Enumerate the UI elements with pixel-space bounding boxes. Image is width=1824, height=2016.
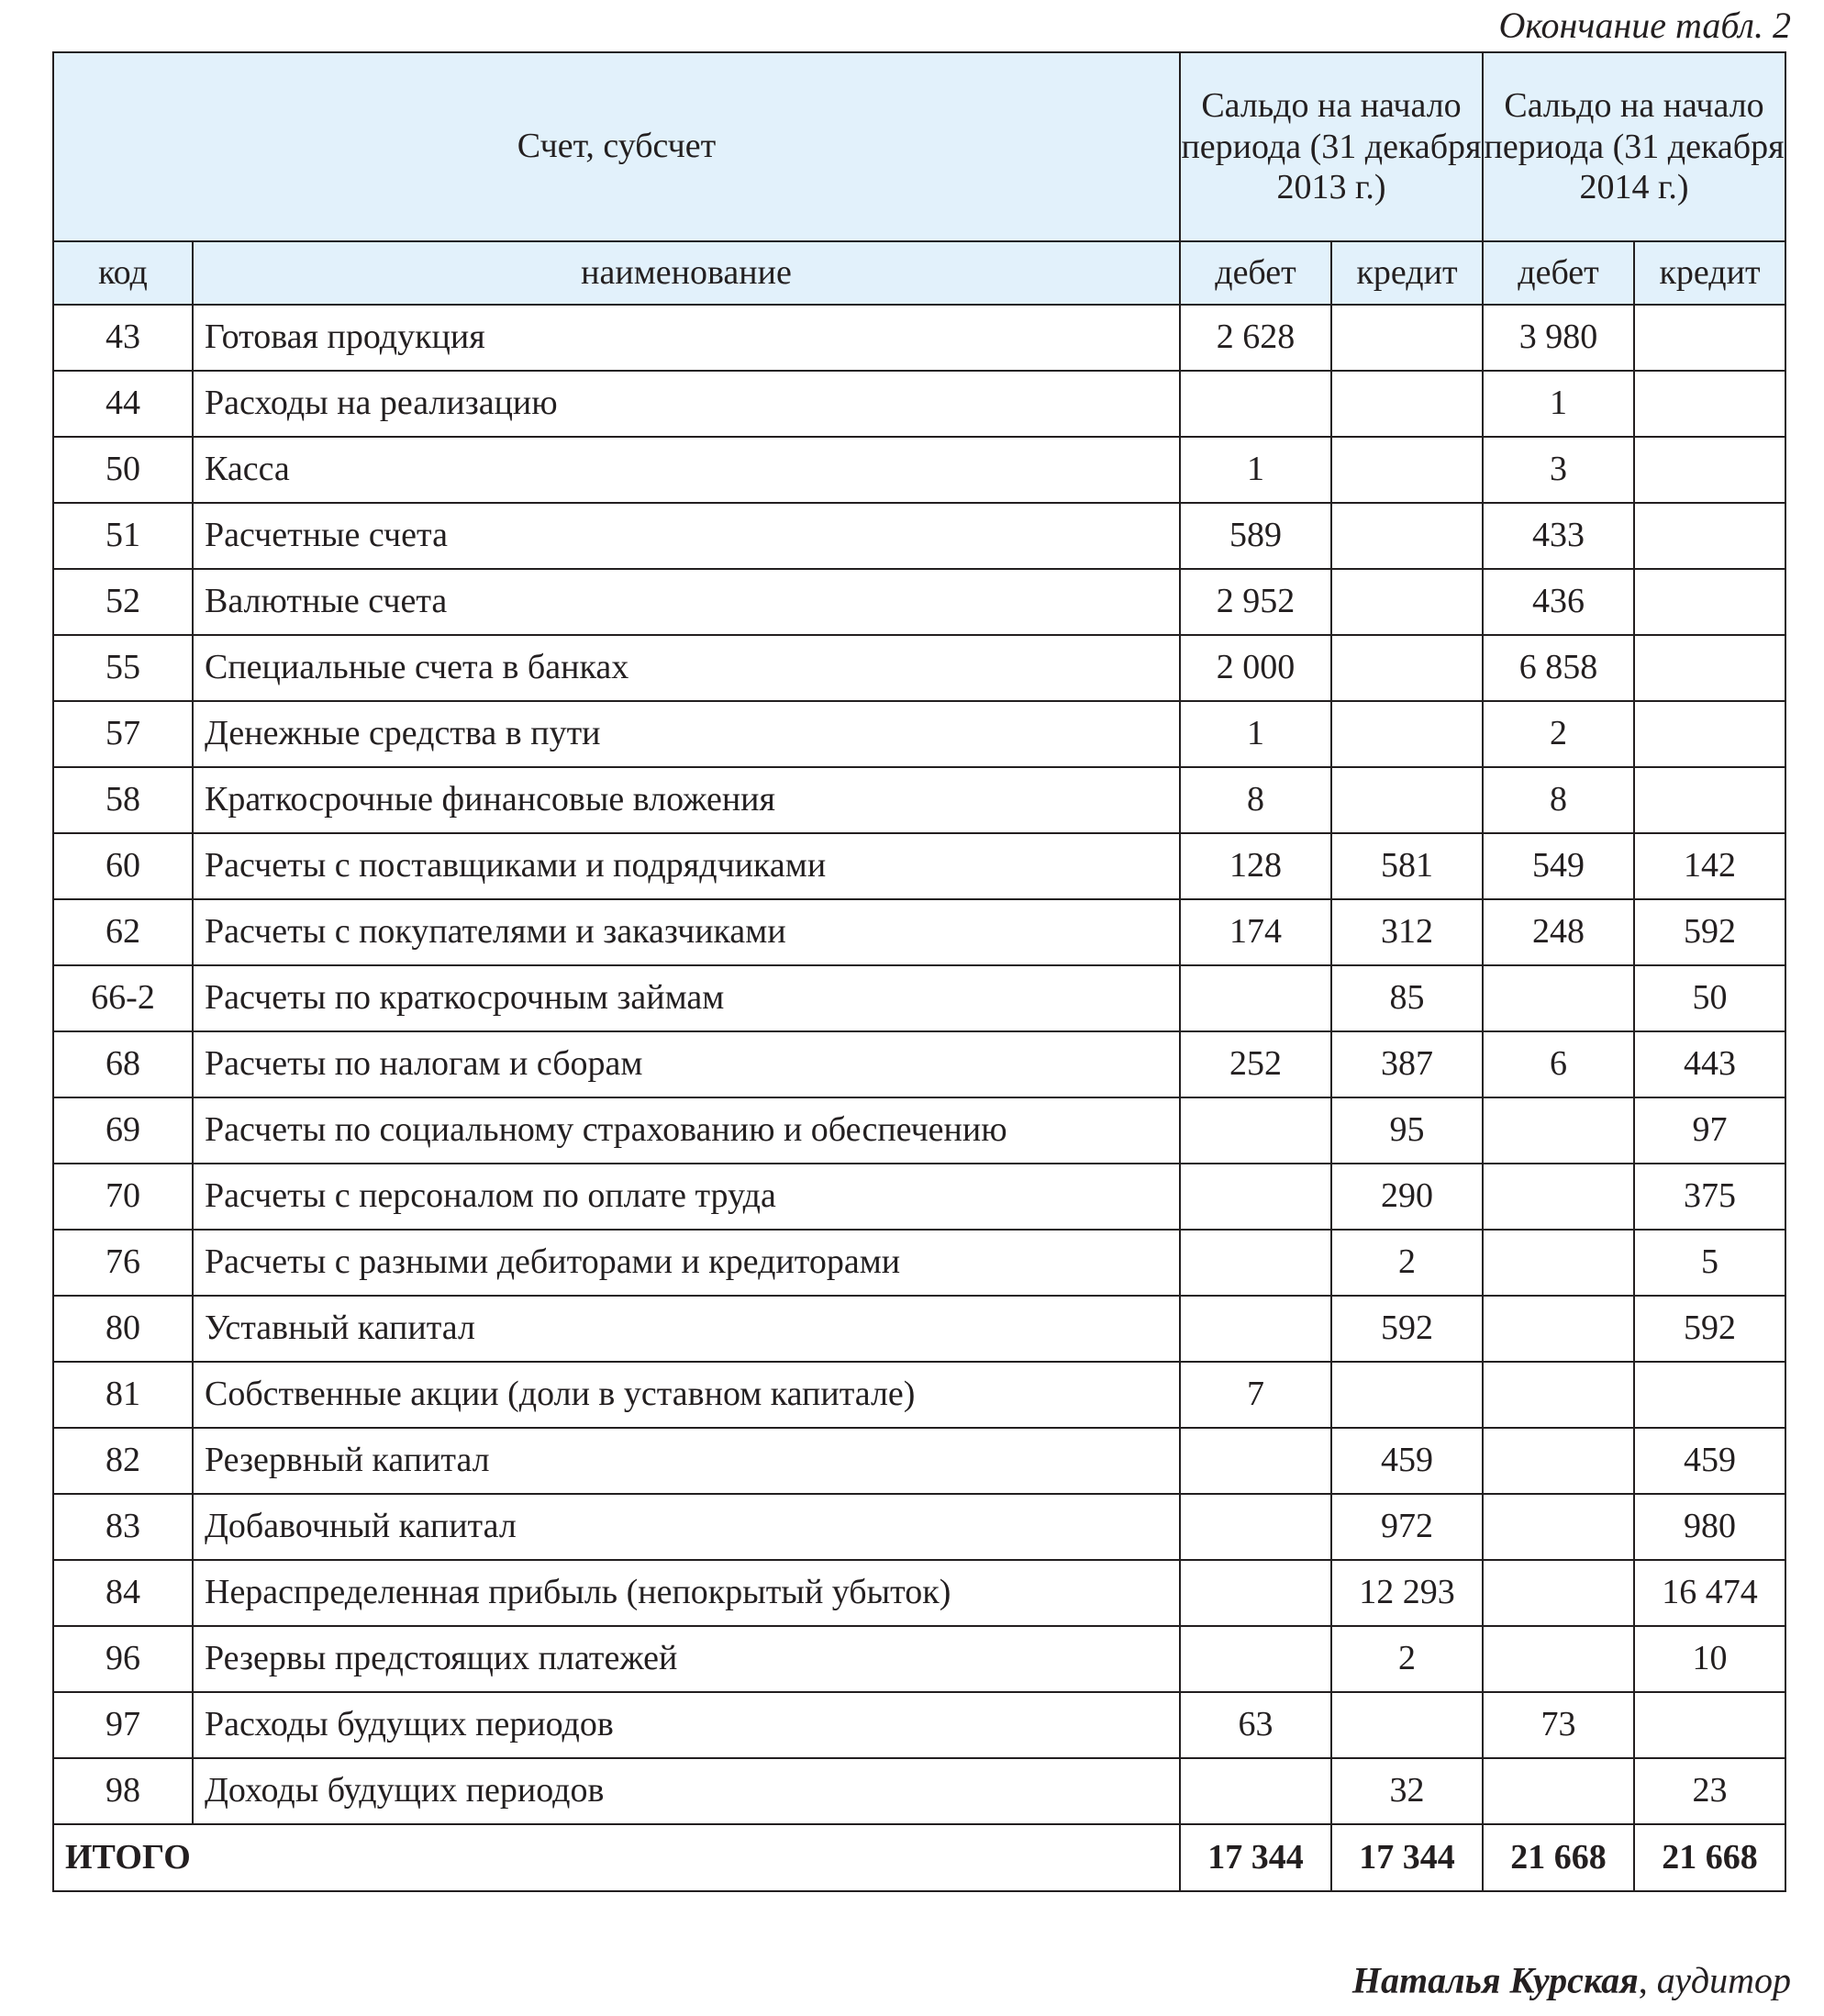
debit-2014: 6 858 <box>1483 635 1634 701</box>
credit-2014: 592 <box>1634 1296 1785 1362</box>
table-row <box>53 437 1785 503</box>
credit-2014: 23 <box>1634 1758 1785 1824</box>
header-row-columns <box>53 241 1785 305</box>
debit-2014 <box>1483 1230 1634 1296</box>
account-name: Расчеты с поставщиками и подрядчиками <box>193 833 1180 899</box>
debit-2013: 2 628 <box>1180 305 1331 371</box>
debit-2013: 63 <box>1180 1692 1331 1758</box>
debit-2013: 2 952 <box>1180 569 1331 635</box>
account-code: 51 <box>53 503 193 569</box>
table-row <box>53 635 1785 701</box>
debit-2014 <box>1483 1494 1634 1560</box>
account-name: Валютные счета <box>193 569 1180 635</box>
debit-2014 <box>1483 1164 1634 1230</box>
account-name: Расчеты с покупателями и заказчиками <box>193 899 1180 965</box>
debit-2014: 549 <box>1483 833 1634 899</box>
debit-2014: 3 <box>1483 437 1634 503</box>
total-credit-2014: 21 668 <box>1634 1824 1785 1891</box>
account-name: Расчетные счета <box>193 503 1180 569</box>
credit-2014 <box>1634 767 1785 833</box>
debit-2014: 436 <box>1483 569 1634 635</box>
credit-2014: 592 <box>1634 899 1785 965</box>
debit-2013: 1 <box>1180 437 1331 503</box>
debit-2014: 73 <box>1483 1692 1634 1758</box>
credit-2013: 32 <box>1331 1758 1483 1824</box>
header-credit-2014: кредит <box>1634 241 1785 305</box>
debit-2013: 7 <box>1180 1362 1331 1428</box>
debit-2013: 8 <box>1180 767 1331 833</box>
credit-2014: 980 <box>1634 1494 1785 1560</box>
credit-2014: 459 <box>1634 1428 1785 1494</box>
table-row <box>53 1230 1785 1296</box>
table-row <box>53 1494 1785 1560</box>
credit-2013 <box>1331 371 1483 437</box>
credit-2013 <box>1331 503 1483 569</box>
credit-2013: 387 <box>1331 1031 1483 1097</box>
debit-2014 <box>1483 1626 1634 1692</box>
account-code: 60 <box>53 833 193 899</box>
table-row <box>53 767 1785 833</box>
table-row <box>53 701 1785 767</box>
credit-2013 <box>1331 1692 1483 1758</box>
header-debit-2013: дебет <box>1180 241 1331 305</box>
debit-2014: 8 <box>1483 767 1634 833</box>
account-name: Расчеты по краткосрочным займам <box>193 965 1180 1031</box>
debit-2014: 248 <box>1483 899 1634 965</box>
account-name: Расходы будущих периодов <box>193 1692 1180 1758</box>
debit-2013 <box>1180 1428 1331 1494</box>
account-name: Готовая продукция <box>193 305 1180 371</box>
account-code: 98 <box>53 1758 193 1824</box>
debit-2013 <box>1180 1097 1331 1164</box>
credit-2013 <box>1331 437 1483 503</box>
debit-2013: 252 <box>1180 1031 1331 1097</box>
table-row <box>53 1428 1785 1494</box>
account-name: Расходы на реализацию <box>193 371 1180 437</box>
account-balance-table <box>52 51 1786 1892</box>
debit-2013 <box>1180 1164 1331 1230</box>
account-code: 83 <box>53 1494 193 1560</box>
debit-2013 <box>1180 1296 1331 1362</box>
account-name: Расчеты по налогам и сборам <box>193 1031 1180 1097</box>
credit-2013 <box>1331 305 1483 371</box>
credit-2013 <box>1331 767 1483 833</box>
debit-2013: 589 <box>1180 503 1331 569</box>
account-name: Краткосрочные финансовые вложения <box>193 767 1180 833</box>
table-row <box>53 965 1785 1031</box>
account-code: 58 <box>53 767 193 833</box>
debit-2013 <box>1180 371 1331 437</box>
account-code: 68 <box>53 1031 193 1097</box>
debit-2013 <box>1180 1560 1331 1626</box>
credit-2014 <box>1634 503 1785 569</box>
account-code: 62 <box>53 899 193 965</box>
table-row <box>53 899 1785 965</box>
total-debit-2013: 17 344 <box>1180 1824 1331 1891</box>
debit-2013 <box>1180 1494 1331 1560</box>
credit-2014: 5 <box>1634 1230 1785 1296</box>
header-period-2013: Сальдо на начало периода (31 декабря 2013 г.) <box>1180 52 1483 241</box>
table-row <box>53 833 1785 899</box>
debit-2014: 2 <box>1483 701 1634 767</box>
credit-2013: 972 <box>1331 1494 1483 1560</box>
header-credit-2013: кредит <box>1331 241 1483 305</box>
account-name: Касса <box>193 437 1180 503</box>
credit-2013: 312 <box>1331 899 1483 965</box>
account-name: Расчеты с разными дебиторами и кредиторами <box>193 1230 1180 1296</box>
credit-2014 <box>1634 1692 1785 1758</box>
table-row <box>53 305 1785 371</box>
author-separator: , <box>1638 1959 1657 2001</box>
account-name: Резервный капитал <box>193 1428 1180 1494</box>
header-account: Счет, субсчет <box>53 52 1180 241</box>
author-role: аудитор <box>1656 1959 1791 2001</box>
credit-2014: 50 <box>1634 965 1785 1031</box>
account-code: 80 <box>53 1296 193 1362</box>
account-code: 52 <box>53 569 193 635</box>
account-code: 55 <box>53 635 193 701</box>
debit-2014 <box>1483 965 1634 1031</box>
header-row-groups <box>53 52 1785 241</box>
table-row <box>53 1362 1785 1428</box>
debit-2014: 433 <box>1483 503 1634 569</box>
table-row <box>53 1296 1785 1362</box>
table-row <box>53 371 1785 437</box>
credit-2013: 2 <box>1331 1230 1483 1296</box>
account-code: 84 <box>53 1560 193 1626</box>
credit-2014: 142 <box>1634 833 1785 899</box>
table-row <box>53 1758 1785 1824</box>
account-code: 50 <box>53 437 193 503</box>
credit-2013: 581 <box>1331 833 1483 899</box>
table-row <box>53 1097 1785 1164</box>
total-credit-2013: 17 344 <box>1331 1824 1483 1891</box>
debit-2014: 6 <box>1483 1031 1634 1097</box>
table-row <box>53 1164 1785 1230</box>
credit-2014 <box>1634 569 1785 635</box>
credit-2013: 290 <box>1331 1164 1483 1230</box>
account-name: Резервы предстоящих платежей <box>193 1626 1180 1692</box>
total-row <box>53 1824 1785 1891</box>
header-name: наименование <box>193 241 1180 305</box>
debit-2013 <box>1180 1230 1331 1296</box>
debit-2013: 174 <box>1180 899 1331 965</box>
account-code: 43 <box>53 305 193 371</box>
credit-2014: 443 <box>1634 1031 1785 1097</box>
table-row <box>53 1031 1785 1097</box>
account-code: 69 <box>53 1097 193 1164</box>
credit-2013: 95 <box>1331 1097 1483 1164</box>
credit-2014 <box>1634 371 1785 437</box>
account-name: Уставный капитал <box>193 1296 1180 1362</box>
account-name: Денежные средства в пути <box>193 701 1180 767</box>
credit-2014 <box>1634 1362 1785 1428</box>
account-name: Добавочный капитал <box>193 1494 1180 1560</box>
credit-2014: 97 <box>1634 1097 1785 1164</box>
credit-2013: 2 <box>1331 1626 1483 1692</box>
credit-2013: 459 <box>1331 1428 1483 1494</box>
table-row <box>53 1626 1785 1692</box>
account-name: Расчеты по социальному страхованию и обеспечению <box>193 1097 1180 1164</box>
credit-2013 <box>1331 1362 1483 1428</box>
debit-2014: 3 980 <box>1483 305 1634 371</box>
table-row <box>53 569 1785 635</box>
debit-2014 <box>1483 1362 1634 1428</box>
account-code: 76 <box>53 1230 193 1296</box>
debit-2014 <box>1483 1560 1634 1626</box>
account-name: Нераспределенная прибыль (непокрытый убыток) <box>193 1560 1180 1626</box>
credit-2014 <box>1634 701 1785 767</box>
credit-2013: 592 <box>1331 1296 1483 1362</box>
account-code: 82 <box>53 1428 193 1494</box>
debit-2014 <box>1483 1758 1634 1824</box>
total-label: ИТОГО <box>53 1824 1180 1891</box>
table-row <box>53 1692 1785 1758</box>
account-name: Доходы будущих периодов <box>193 1758 1180 1824</box>
account-name: Расчеты с персоналом по оплате труда <box>193 1164 1180 1230</box>
account-code: 57 <box>53 701 193 767</box>
author-signature <box>1352 1959 1791 2002</box>
credit-2013 <box>1331 701 1483 767</box>
header-debit-2014: дебет <box>1483 241 1634 305</box>
debit-2013: 2 000 <box>1180 635 1331 701</box>
account-name: Специальные счета в банках <box>193 635 1180 701</box>
debit-2013: 1 <box>1180 701 1331 767</box>
account-code: 66-2 <box>53 965 193 1031</box>
table-caption: Окончание табл. 2 <box>1498 5 1791 46</box>
table-row <box>53 1560 1785 1626</box>
account-code: 81 <box>53 1362 193 1428</box>
credit-2014: 16 474 <box>1634 1560 1785 1626</box>
credit-2014: 375 <box>1634 1164 1785 1230</box>
debit-2014 <box>1483 1428 1634 1494</box>
header-code: код <box>53 241 193 305</box>
credit-2014 <box>1634 437 1785 503</box>
account-code: 44 <box>53 371 193 437</box>
credit-2014 <box>1634 635 1785 701</box>
debit-2013 <box>1180 1626 1331 1692</box>
total-debit-2014: 21 668 <box>1483 1824 1634 1891</box>
credit-2014 <box>1634 305 1785 371</box>
account-name: Собственные акции (доли в уставном капитале) <box>193 1362 1180 1428</box>
header-period-2014: Сальдо на начало периода (31 декабря 2014 г.) <box>1483 52 1785 241</box>
credit-2013 <box>1331 569 1483 635</box>
debit-2014 <box>1483 1296 1634 1362</box>
credit-2013: 85 <box>1331 965 1483 1031</box>
author-name: Наталья Курская <box>1351 1959 1639 2001</box>
credit-2013 <box>1331 635 1483 701</box>
debit-2013 <box>1180 1758 1331 1824</box>
table-body <box>53 305 1785 1824</box>
debit-2013 <box>1180 965 1331 1031</box>
table-row <box>53 503 1785 569</box>
account-code: 97 <box>53 1692 193 1758</box>
credit-2014: 10 <box>1634 1626 1785 1692</box>
debit-2014 <box>1483 1097 1634 1164</box>
debit-2013: 128 <box>1180 833 1331 899</box>
debit-2014: 1 <box>1483 371 1634 437</box>
account-code: 96 <box>53 1626 193 1692</box>
credit-2013: 12 293 <box>1331 1560 1483 1626</box>
account-code: 70 <box>53 1164 193 1230</box>
